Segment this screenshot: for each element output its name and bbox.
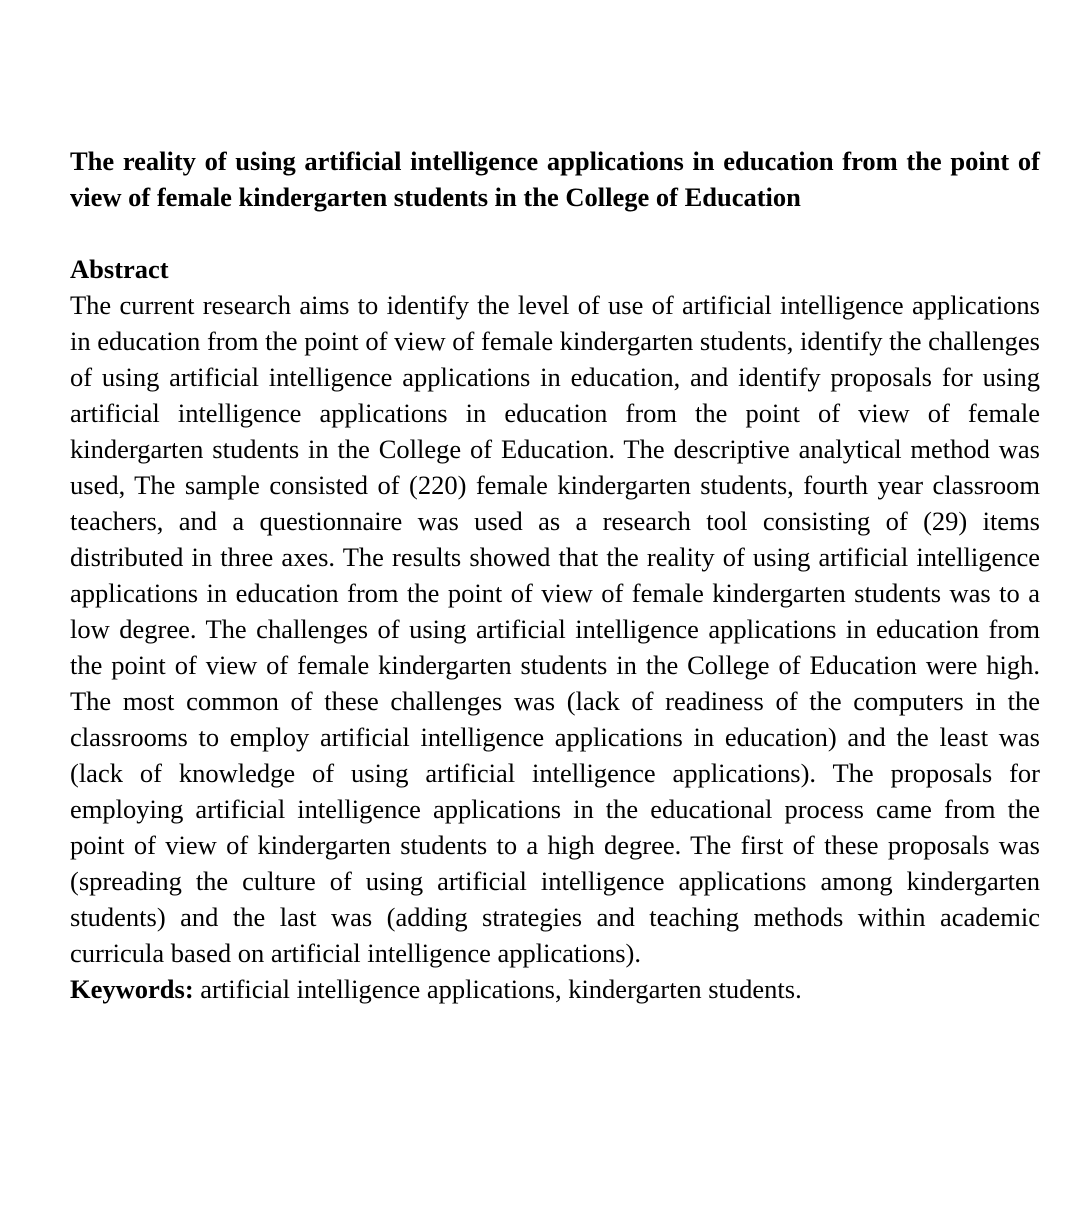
keywords-text: artificial intelligence applications, kindergarten students. — [193, 974, 802, 1004]
keywords-label: Keywords: — [70, 974, 194, 1004]
abstract-heading: Abstract — [70, 254, 169, 284]
paper-page — [70, 143, 1040, 1007]
paper-title: The reality of using artificial intelligence applications in education from the point of view of female kindergarten students in the College of Education — [70, 146, 1040, 212]
abstract-text: The current research aims to identify the level of use of artificial intelligence applications in education from the point of view of female kindergarten students, identify the challenges of using artificial intelligence applications in education, and identify proposals for using artificial intelligence applications in education from the point of view of female kindergarten students in the College of Education. The descriptive analytical method was used, The sample consisted of (220) female kindergarten students, fourth year classroom teachers, and a questionnaire was used as a research tool consisting of (29) items distributed in three axes. The results showed that the reality of using artificial intelligence applications in education from the point of view of female kindergarten students was to a low degree. The challenges of using artificial intelligence applications in education from the point of view of female kindergarten students in the College of Education were high. The most common of these challenges was (lack of readiness of the computers in the classrooms to employ artificial intelligence applications in education) and the least was (lack of knowledge of using artificial intelligence applications). The proposals for employing artificial intelligence applications in the educational process came from the point of view of kindergarten students to a high degree. The first of these proposals was (spreading the culture of using artificial intelligence applications among kindergarten students) and the last was (adding strategies and teaching methods within academic curricula based on artificial intelligence applications). — [70, 290, 1040, 968]
keywords-line — [70, 971, 1040, 1007]
